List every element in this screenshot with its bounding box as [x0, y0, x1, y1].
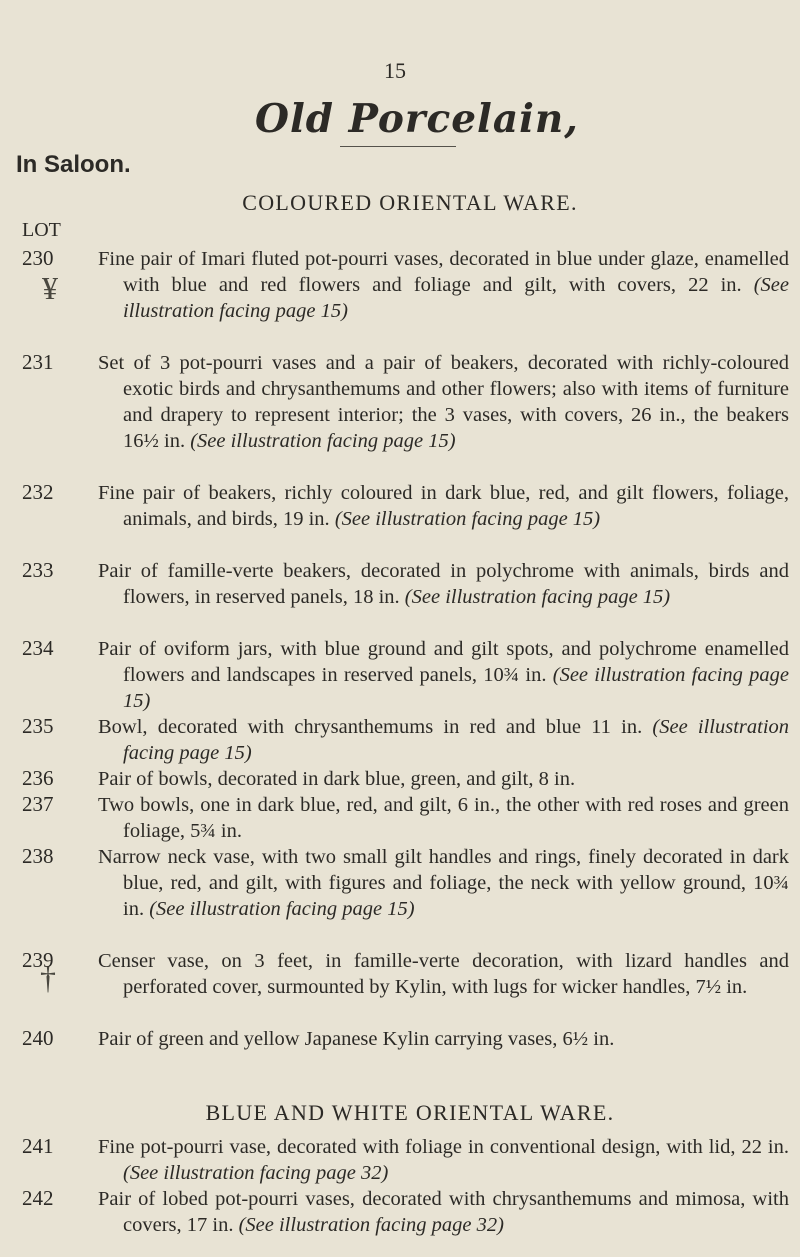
- lot-number: 231: [22, 350, 54, 374]
- lot-illustration-note: (See illustration facing page 15): [149, 898, 415, 920]
- lot-illustration-note: (See illustration facing page 32): [238, 1214, 504, 1236]
- lot-text: Fine pair of beakers, richly coloured in dark blue, red, and gilt flowers, foliage, animals, and birds, 19 in.: [98, 482, 789, 530]
- lot-description: [98, 350, 789, 454]
- lot-description: [98, 792, 789, 844]
- lot-text: Pair of famille-verte beakers, decorated in polychrome with animals, birds and flowers, in reserved panels, 18 in.: [98, 560, 789, 608]
- lot-illustration-note: (See illustration facing page 15): [123, 664, 790, 712]
- lot-number: 240: [22, 1026, 54, 1050]
- margin-mark-a: ¥: [42, 270, 58, 306]
- lot-text: Fine pair of Imari fluted pot-pourri vases, decorated in blue under glaze, enamelled with blue and red flowers and foliage and gilt, with covers, 22 in.: [98, 248, 789, 296]
- lot-text: Pair of lobed pot-pourri vases, decorated with chrysanthemums and mimosa, with covers, 17 in.: [98, 1188, 789, 1236]
- lot-number: 238: [22, 844, 54, 868]
- lot-text: Pair of green and yellow Japanese Kylin carrying vases, 6½ in.: [98, 1028, 615, 1050]
- lot-text: Pair of oviform jars, with blue ground and gilt spots, and polychrome enamelled flowers and landscapes in reserved panels, 10¾ in.: [98, 638, 789, 686]
- lot-text: Two bowls, one in dark blue, red, and gilt, 6 in., the other with red roses and green foliage, 5¾ in.: [98, 794, 789, 842]
- lot-number: 239: [22, 948, 54, 972]
- lot-text: Fine pot-pourri vase, decorated with foliage in conventional design, with lid, 22 in.: [98, 1136, 789, 1158]
- lot-text: Bowl, decorated with chrysanthemums in red and blue 11 in.: [98, 716, 643, 738]
- section-title-coloured: COLOURED ORIENTAL WARE.: [242, 190, 578, 215]
- lot-number: 233: [22, 558, 54, 582]
- lot-description: [98, 1026, 789, 1052]
- lot-number: 242: [22, 1186, 54, 1210]
- room-heading: In Saloon.: [16, 151, 131, 178]
- lot-number: 236: [22, 766, 54, 790]
- lot-description: [98, 246, 789, 324]
- page-number: 15: [384, 58, 406, 83]
- lot-illustration-note: (See illustration facing page 15): [190, 430, 456, 452]
- lot-number: 234: [22, 636, 54, 660]
- lot-number: 237: [22, 792, 54, 816]
- lot-description: [98, 480, 789, 532]
- page-heading: Old Porcelain,: [255, 96, 579, 142]
- lot-number: 235: [22, 714, 54, 738]
- heading-rule: [340, 146, 456, 147]
- margin-mark-b: †: [40, 960, 56, 996]
- lot-text: Censer vase, on 3 feet, in famille-verte decoration, with lizard handles and perforated cover, surmounted by Kylin, with lugs for wicker handles, 7½ in.: [98, 950, 789, 998]
- lot-number: 232: [22, 480, 54, 504]
- lot-description: [98, 1134, 789, 1186]
- lot-number: 241: [22, 1134, 54, 1158]
- lot-illustration-note: (See illustration facing page 15): [123, 716, 790, 764]
- lot-number: 230: [22, 246, 54, 270]
- lot-description: [98, 558, 789, 610]
- lot-column-header: LOT: [22, 219, 61, 241]
- lot-description: [98, 636, 789, 714]
- lot-text: Pair of bowls, decorated in dark blue, green, and gilt, 8 in.: [98, 768, 576, 790]
- lot-description: [98, 844, 789, 922]
- lot-illustration-note: (See illustration facing page 15): [123, 274, 790, 322]
- lot-description: [98, 948, 789, 1000]
- lot-text: Narrow neck vase, with two small gilt handles and rings, finely decorated in dark blue, red, and gilt, with figures and foliage, the neck with yellow ground, 10¾ in.: [98, 846, 789, 920]
- lot-text: Set of 3 pot-pourri vases and a pair of beakers, decorated with richly-coloured exotic birds and chrysanthemums and other flowers; also with items of furniture and drapery to represent interior; the 3 vases, with covers, 26 in., the beakers 16½ in.: [98, 352, 789, 452]
- lot-description: [98, 766, 789, 792]
- lot-illustration-note: (See illustration facing page 32): [123, 1162, 389, 1184]
- section-title-blue-white: BLUE AND WHITE ORIENTAL WARE.: [205, 1100, 615, 1125]
- lot-description: [98, 714, 789, 766]
- lot-illustration-note: (See illustration facing page 15): [404, 586, 671, 608]
- lot-description: [98, 1186, 789, 1238]
- lot-illustration-note: (See illustration facing page 15): [334, 508, 601, 530]
